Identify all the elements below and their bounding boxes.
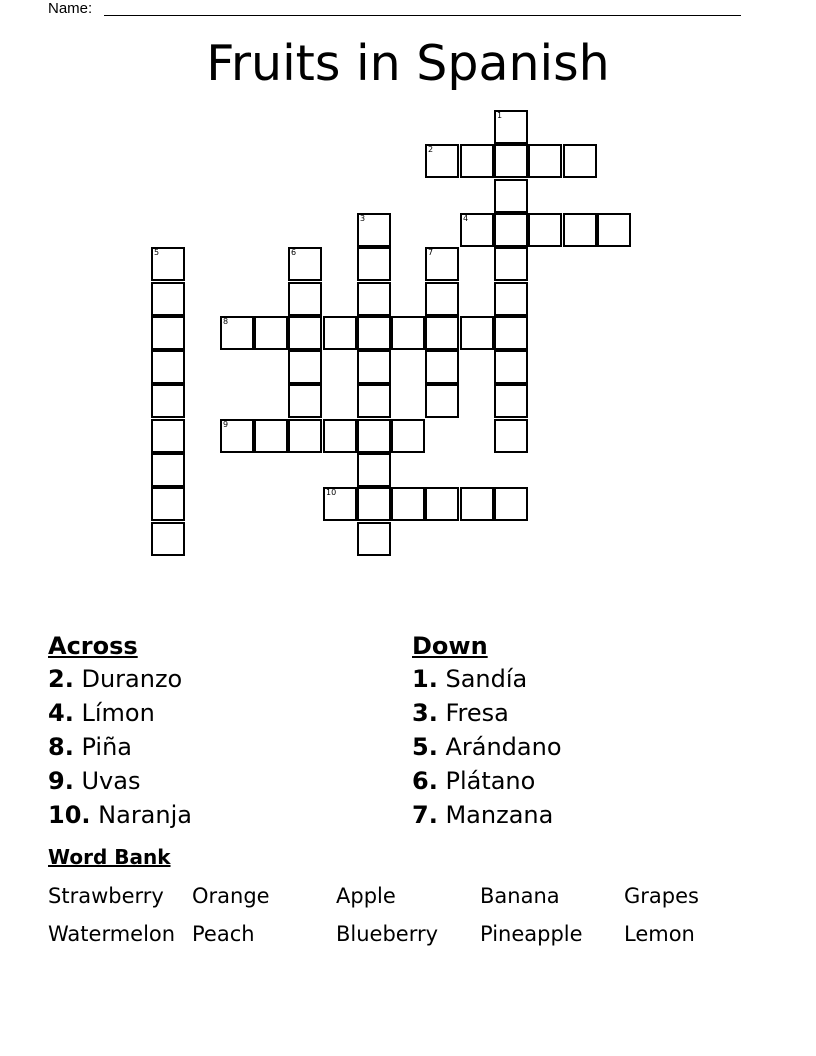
clue-number: 5 (154, 248, 160, 257)
crossword-cell[interactable] (151, 316, 185, 350)
across-clue: 4. Límon (48, 699, 155, 727)
crossword-cell[interactable] (323, 316, 357, 350)
crossword-cell[interactable] (323, 419, 357, 453)
crossword-cell[interactable] (494, 316, 528, 350)
crossword-cell[interactable] (288, 384, 322, 418)
crossword-cell[interactable] (254, 316, 288, 350)
crossword-cell[interactable] (528, 144, 562, 178)
clue-number: 8 (223, 317, 229, 326)
crossword-cell[interactable] (151, 419, 185, 453)
word-bank (48, 881, 768, 949)
clue-number: 2 (428, 145, 434, 154)
crossword-cell[interactable] (357, 282, 391, 316)
page-title: Fruits in Spanish (206, 35, 610, 92)
crossword-cell[interactable] (425, 144, 459, 178)
word-bank-item: Apple (336, 884, 396, 908)
crossword-cell[interactable] (357, 384, 391, 418)
crossword-cell[interactable] (357, 522, 391, 556)
crossword-cell[interactable] (391, 316, 425, 350)
clue-number: 4 (463, 214, 469, 223)
crossword-cell[interactable] (460, 487, 494, 521)
crossword-cell[interactable] (597, 213, 631, 247)
clue-number: 1 (497, 111, 503, 120)
word-bank-item: Peach (192, 922, 255, 946)
across-clue: 10. Naranja (48, 801, 192, 829)
crossword-cell[interactable] (357, 316, 391, 350)
crossword-cell[interactable] (460, 213, 494, 247)
crossword-cell[interactable] (528, 213, 562, 247)
down-clue: 7. Manzana (412, 801, 554, 829)
clue-number: 3 (360, 214, 366, 223)
crossword-cell[interactable] (425, 316, 459, 350)
word-bank-item: Blueberry (336, 922, 439, 946)
crossword-cell[interactable] (494, 179, 528, 213)
crossword-cell[interactable] (494, 384, 528, 418)
crossword-cell[interactable] (460, 144, 494, 178)
crossword-cell[interactable] (563, 213, 597, 247)
crossword-cell[interactable] (151, 282, 185, 316)
clue-number: 6 (291, 248, 297, 257)
across-clues (48, 630, 388, 832)
word-bank-item: Lemon (624, 922, 695, 946)
crossword-cell[interactable] (357, 213, 391, 247)
crossword-cell[interactable] (494, 487, 528, 521)
crossword-cell[interactable] (323, 487, 357, 521)
crossword-cell[interactable] (460, 316, 494, 350)
across-clue: 8. Piña (48, 733, 132, 761)
crossword-cell[interactable] (425, 350, 459, 384)
down-clue: 6. Plátano (412, 767, 536, 795)
crossword-cell[interactable] (494, 247, 528, 281)
crossword-cell[interactable] (494, 350, 528, 384)
crossword-cell[interactable] (425, 282, 459, 316)
clue-number: 9 (223, 420, 229, 429)
crossword-cell[interactable] (357, 350, 391, 384)
crossword-cell[interactable] (288, 282, 322, 316)
crossword-cell[interactable] (254, 419, 288, 453)
crossword-cell[interactable] (494, 144, 528, 178)
word-bank-item: Pineapple (480, 922, 583, 946)
crossword-cell[interactable] (288, 316, 322, 350)
down-clues (412, 630, 752, 832)
crossword-cell[interactable] (494, 282, 528, 316)
crossword-cell[interactable] (391, 487, 425, 521)
word-bank-item: Grapes (624, 884, 699, 908)
crossword-cell[interactable] (151, 453, 185, 487)
crossword-cell[interactable] (425, 487, 459, 521)
crossword-cell[interactable] (151, 350, 185, 384)
down-clue: 5. Arándano (412, 733, 562, 761)
crossword-cell[interactable] (151, 247, 185, 281)
crossword-cell[interactable] (220, 419, 254, 453)
crossword-cell[interactable] (357, 487, 391, 521)
word-bank-title: Word Bank (48, 845, 171, 869)
crossword-cell[interactable] (151, 384, 185, 418)
word-bank-item: Watermelon (48, 922, 176, 946)
crossword-cell[interactable] (425, 384, 459, 418)
down-clue: 3. Fresa (412, 699, 509, 727)
word-bank-item: Banana (480, 884, 560, 908)
crossword-cell[interactable] (288, 419, 322, 453)
crossword-cell[interactable] (425, 247, 459, 281)
crossword-cell[interactable] (288, 247, 322, 281)
crossword-cell[interactable] (357, 453, 391, 487)
down-heading: Down (412, 632, 488, 660)
crossword-cell[interactable] (494, 213, 528, 247)
crossword-cell[interactable] (151, 487, 185, 521)
crossword-cell[interactable] (494, 110, 528, 144)
clue-number: 7 (428, 248, 434, 257)
word-bank-item: Orange (192, 884, 270, 908)
crossword-cell[interactable] (494, 419, 528, 453)
crossword-cell[interactable] (288, 350, 322, 384)
word-bank-item: Strawberry (48, 884, 164, 908)
down-clue: 1. Sandía (412, 665, 528, 693)
crossword-cell[interactable] (357, 419, 391, 453)
crossword-cell[interactable] (391, 419, 425, 453)
across-heading: Across (48, 632, 138, 660)
crossword-cell[interactable] (151, 522, 185, 556)
crossword-cell[interactable] (563, 144, 597, 178)
clue-number: 10 (326, 488, 337, 497)
across-clue: 9. Uvas (48, 767, 141, 795)
name-label: Name: (48, 0, 93, 17)
across-clue: 2. Duranzo (48, 665, 183, 693)
crossword-cell[interactable] (357, 247, 391, 281)
crossword-cell[interactable] (220, 316, 254, 350)
